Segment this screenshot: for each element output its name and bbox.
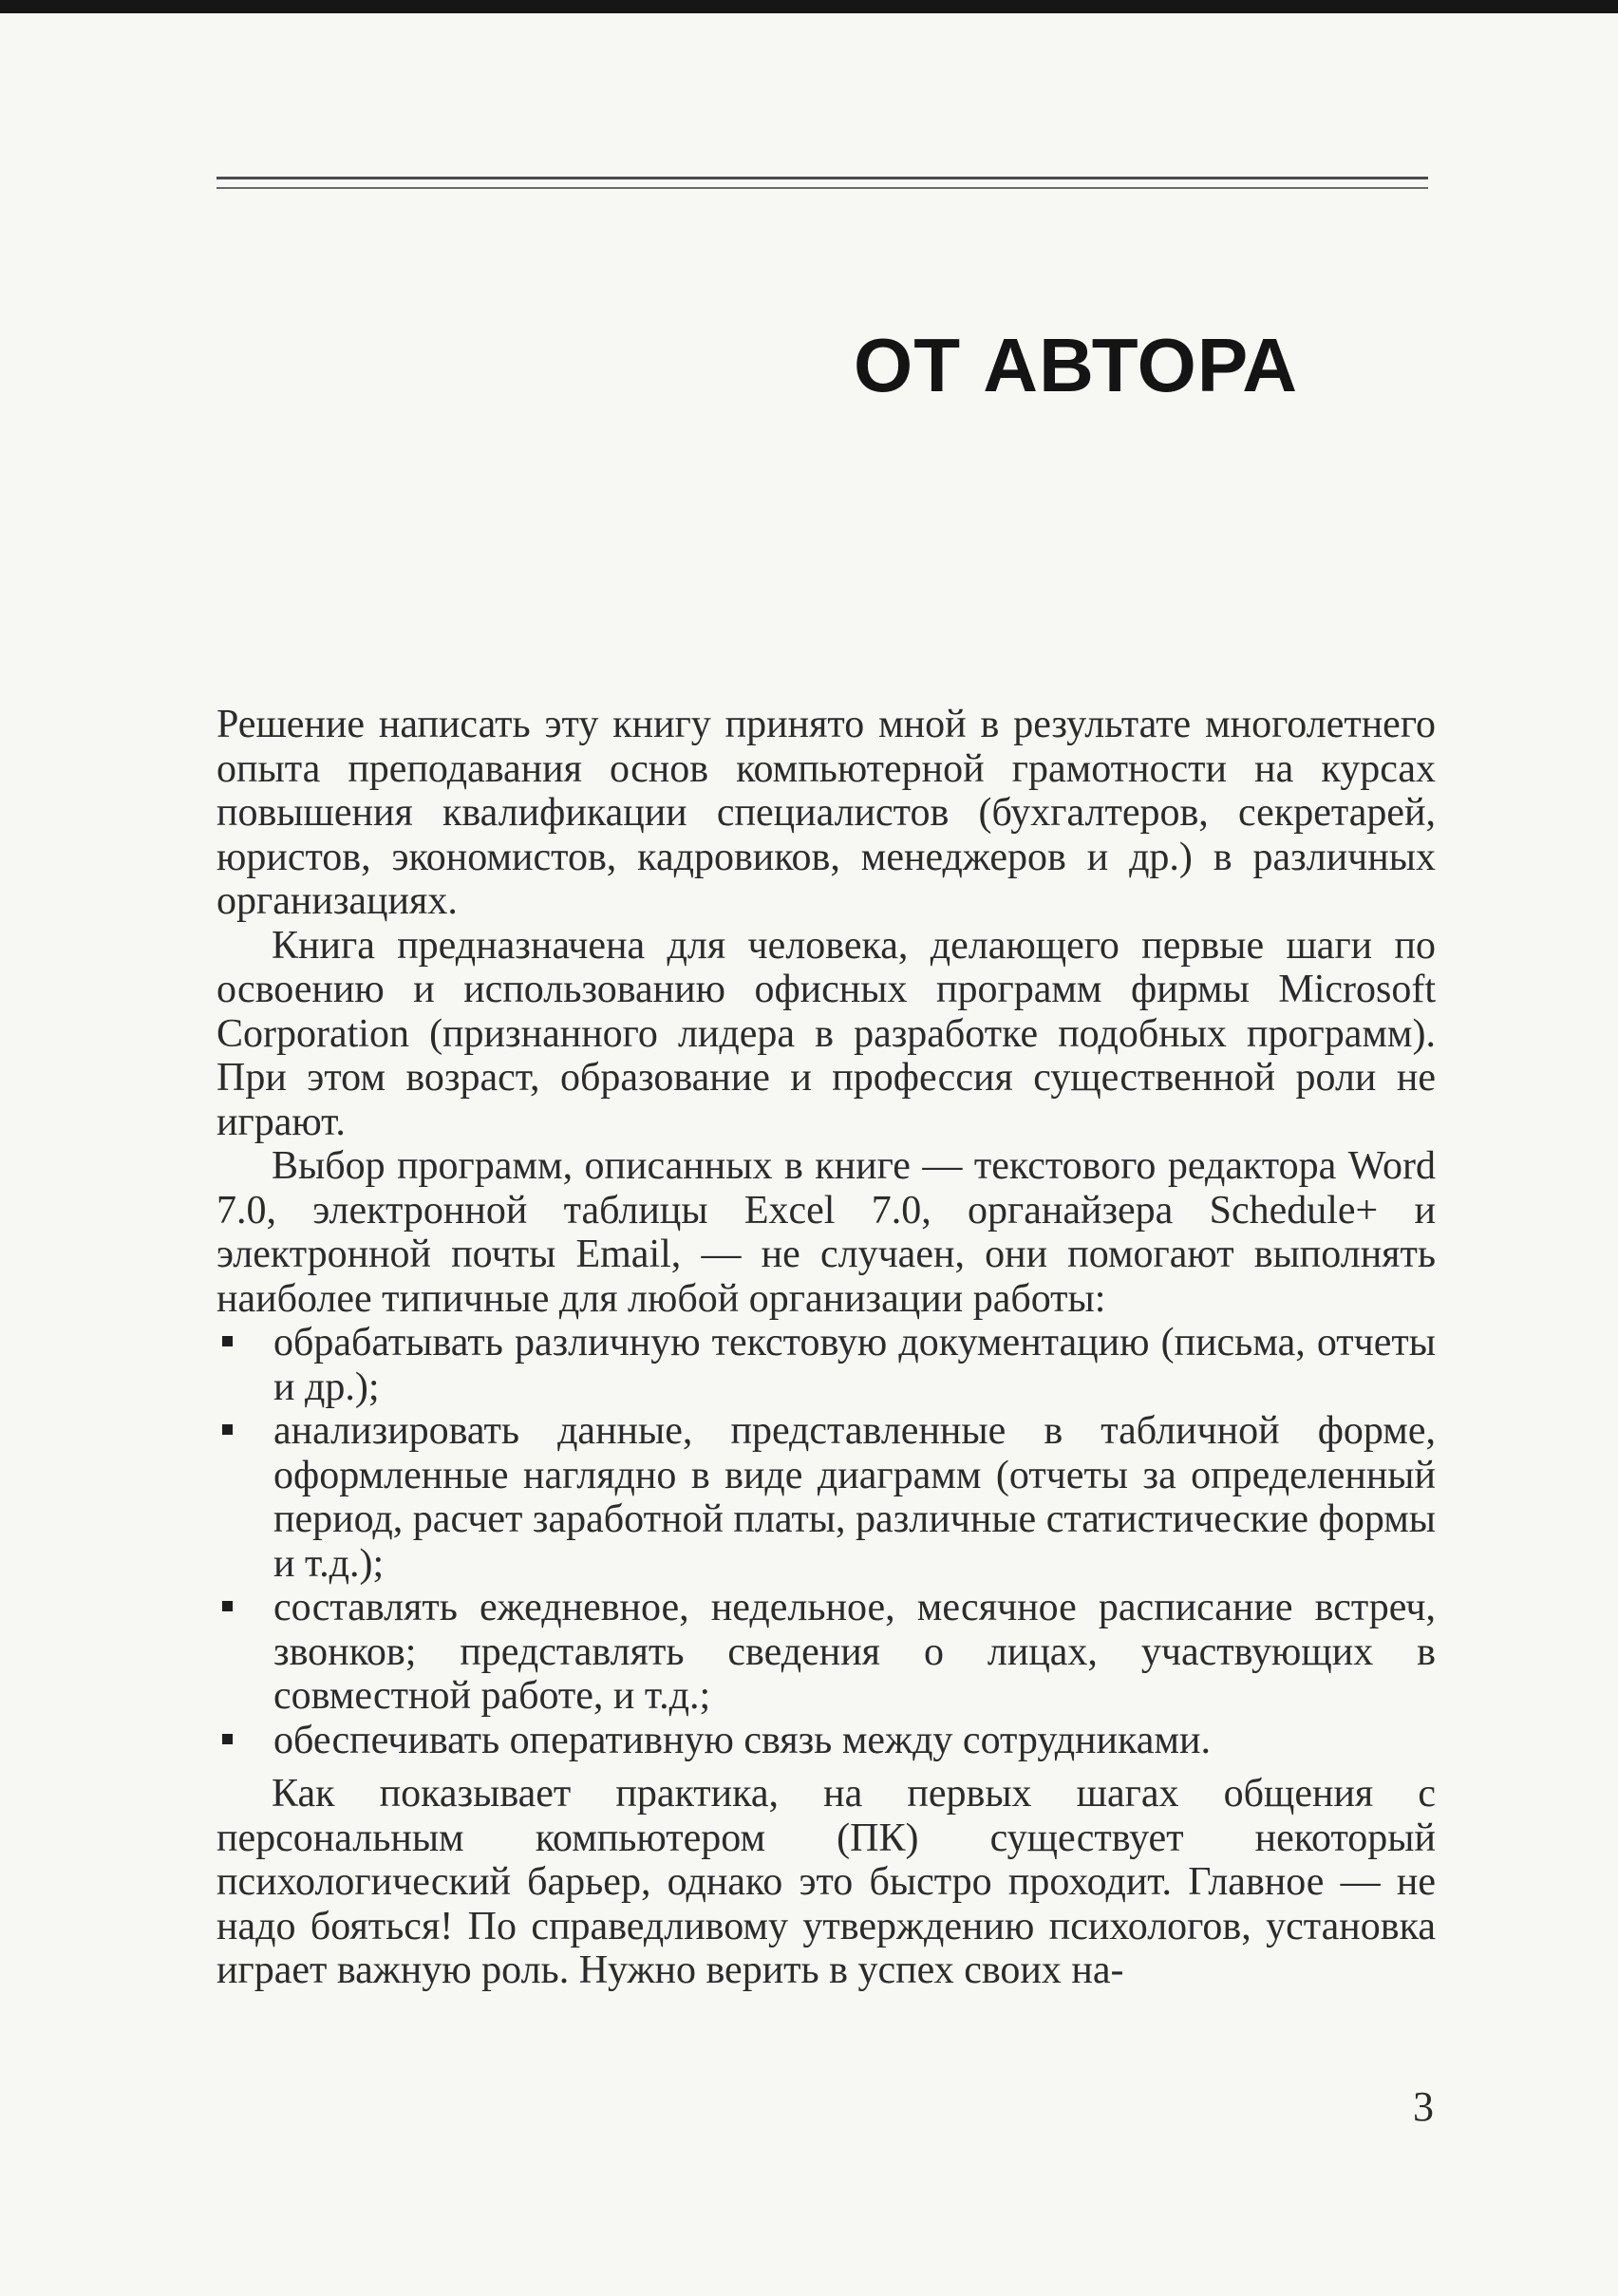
bullet-square-icon: [222, 1424, 233, 1435]
paragraph-intro: Решение написать эту книгу принято мной в результате многолетнего опыта преподавания основ компьютерной грамотности на курсах повышения квалификации специалистов (бухгалтеров, секретарей, юристов, экономистов, кадровиков, менеджеров и др.) в различных организациях.: [216, 703, 1436, 923]
bullet-square-icon: [222, 1734, 233, 1744]
list-item-text: обрабатывать различную текстовую документацию (письма, отчеты и др.);: [273, 1321, 1436, 1409]
bullet-square-icon: [222, 1601, 233, 1611]
list-item-text: обеспечивать оперативную связь между сотрудниками.: [273, 1718, 1211, 1762]
header-rule-bottom: [216, 187, 1428, 189]
page-number: 3: [1413, 2083, 1434, 2130]
bullet-square-icon: [222, 1336, 233, 1346]
header-rule-top: [216, 177, 1428, 179]
task-list: [216, 1321, 1436, 1762]
list-item-text: анализировать данные, представленные в табличной форме, оформленные наглядно в виде диаграмм (отчеты за определенный период, расчет заработной платы, различные статистические формы и т.д.);: [273, 1409, 1436, 1586]
list-item: [216, 1409, 1436, 1586]
chapter-heading: ОТ АВТОРА: [853, 323, 1298, 407]
list-item: [216, 1719, 1436, 1763]
list-item-text: составлять ежедневное, недельное, месячное расписание встреч, звонков; представлять сведения о лицах, участвующих в совместной работе, и т.д.;: [273, 1586, 1436, 1718]
body-text: [216, 703, 1436, 1993]
paragraph-program-choice: Выбор программ, описанных в книге — текстового редактора Word 7.0, электронной таблицы Excel 7.0, органайзера Schedule+ и электронной почты Email, — не случаен, они помогают выполнять наиболее типичные для любой организации работы:: [216, 1144, 1436, 1321]
paragraph-practice: Как показывает практика, на первых шагах общения с персональным компьютером (ПК) существует некоторый психологический барьер, однако это быстро проходит. Главное — не надо бояться! По справедливому утверждению психологов, установка играет важную роль. Нужно верить в успех своих на-: [216, 1772, 1436, 1992]
paragraph-audience: Книга предназначена для человека, делающего первые шаги по освоению и использованию офисных программ фирмы Microsoft Corporation (признанного лидера в разработке подобных программ). При этом возраст, образование и профессия существенной роли не играют.: [216, 923, 1436, 1144]
scan-top-edge: [0, 0, 1618, 13]
list-item: [216, 1321, 1436, 1409]
list-item: [216, 1586, 1436, 1719]
